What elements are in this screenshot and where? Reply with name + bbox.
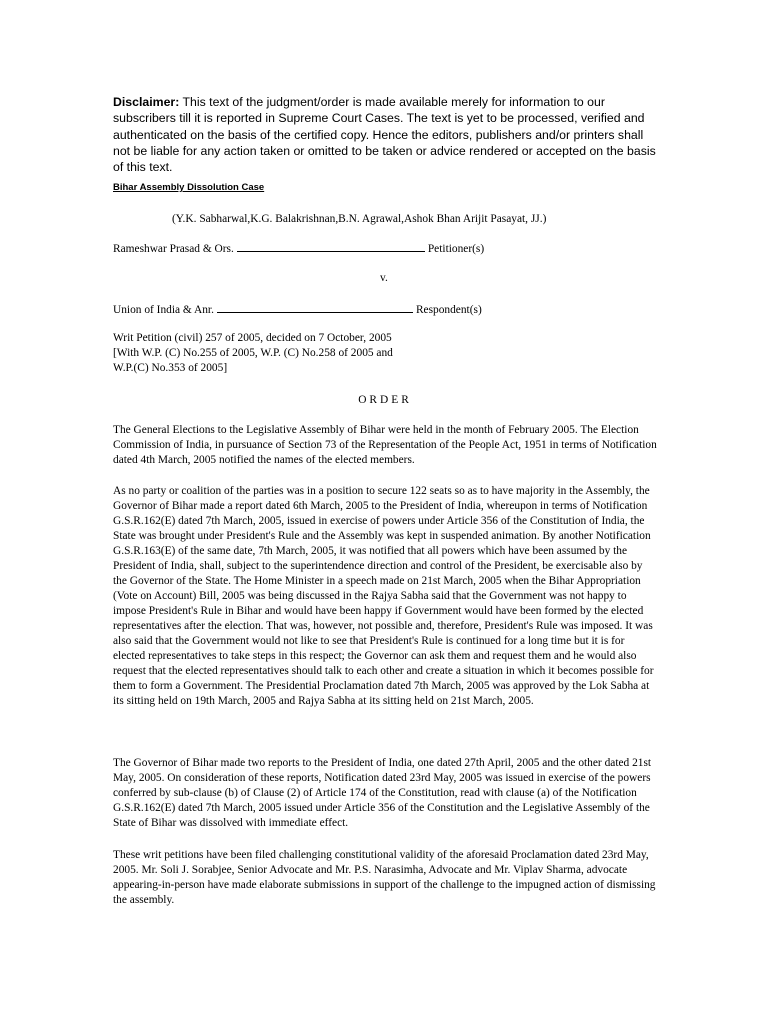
respondent-role: Respondent(s) xyxy=(415,304,482,316)
order-heading: ORDER xyxy=(358,394,412,406)
writ-line-3: W.P.(C) No.353 of 2005] xyxy=(113,362,228,374)
petitioner-role: Petitioner(s) xyxy=(427,243,485,255)
petitioner-name: Rameshwar Prasad & Ors. xyxy=(113,243,234,255)
respondent-line xyxy=(113,302,482,318)
paragraph-4: These writ petitions have been filed challenging constitutional validity of the aforesaid Proclamation dated 23rd May, 2005. Mr. Soli J. Sorabjee, Senior Advocate and Mr. P.S. Narasimha, Advocate and Mr. Viplav Sharma, advocate appearing-in-person have made elaborate submissions in support of the challenge to the impugned action of dismissing the assembly. xyxy=(113,849,656,906)
writ-line-1: Writ Petition (civil) 257 of 2005, decided on 7 October, 2005 xyxy=(113,332,392,344)
writ-petition-details xyxy=(113,331,513,376)
paragraph-2: As no party or coalition of the parties was in a position to secure 122 seats so as to have majority in the Assembly, the Governor of Bihar made a report dated 6th March, 2005 to the President of India, whereupon in terms of Notification G.S.R.162(E) dated 7th March, 2005, issued in exercise of powers under Article 356 of the Constitution of India, the State was brought under President's Rule and the Assembly was kept in suspended animation. By another Notification G.S.R.163(E) of the same date, 7th March, 2005, it was notified that all powers which have been assumed by the President of India, shall, subject to the superintendence direction and control of the President, be exercisable also by the Governor of the State. The Home Minister in a speech made on 21st March, 2005 when the Bihar Appropriation (Vote on Account) Bill, 2005 was being discussed in the Rajya Sabha said that the Government was not happy to impose President's Rule in Bihar and would have been happy if Government would have been formed by the elected representatives after the election. That was, however, not possible and, therefore, President's Rule was imposed. It was also said that the Government would not like to see that President's Rule is continued for a long time but it is for elected representatives to take steps in this respect; the Governor can ask them and request them and he would also request that the elected representatives should talk to each other and create a situation in which it becomes possible for them to form a Government. The Presidential Proclamation dated 7th March, 2005 was approved by the Lok Sabha at its sitting held on 19th March, 2005 and Rajya Sabha at its sitting held on 21st March, 2005. xyxy=(113,485,654,707)
petitioner-blank xyxy=(237,241,425,252)
paragraph-1: The General Elections to the Legislative Assembly of Bihar were held in the month of February 2005. The Election Commission of India, in pursuance of Section 73 of the Representation of the People Act, 1951 in terms of Notification dated 4th March, 2005 notified the names of the elected members. xyxy=(113,424,657,466)
disclaimer xyxy=(113,94,661,175)
respondent-blank xyxy=(217,302,413,313)
writ-line-2: [With W.P. (C) No.255 of 2005, W.P. (C) No.258 of 2005 and xyxy=(113,347,393,359)
paragraph-3: The Governor of Bihar made two reports to the President of India, one dated 27th April, 2005 and the other dated 21st May, 2005. On consideration of these reports, Notification dated 23rd May, 2005 was issued in exercise of the powers conferred by sub-clause (b) of Clause (2) of Article 174 of the Constitution, read with clause (a) of the Notification G.S.R.162(E) dated 7th March, 2005 issued under Article 356 of the Constitution and the Legislative Assembly of the State of Bihar was dissolved with immediate effect. xyxy=(113,757,652,829)
petitioner-line xyxy=(113,241,484,257)
bench-judges: (Y.K. Sabharwal,K.G. Balakrishnan,B.N. Agrawal,Ashok Bhan Arijit Pasayat, JJ.) xyxy=(172,213,547,225)
respondent-name: Union of India & Anr. xyxy=(113,304,214,316)
case-title: Bihar Assembly Dissolution Case xyxy=(113,182,265,193)
disclaimer-text: This text of the judgment/order is made available merely for information to our subscribers till it is reported in Supreme Court Cases. The text is yet to be processed, verified and authenticated on the basis of the certified copy. Hence the editors, publishers and/or printers shall not be liable for any action taken or omitted to be taken or advice rendered or accepted on the basis of this text. xyxy=(113,95,656,175)
disclaimer-label: Disclaimer: xyxy=(113,95,180,109)
versus: v. xyxy=(380,272,388,284)
